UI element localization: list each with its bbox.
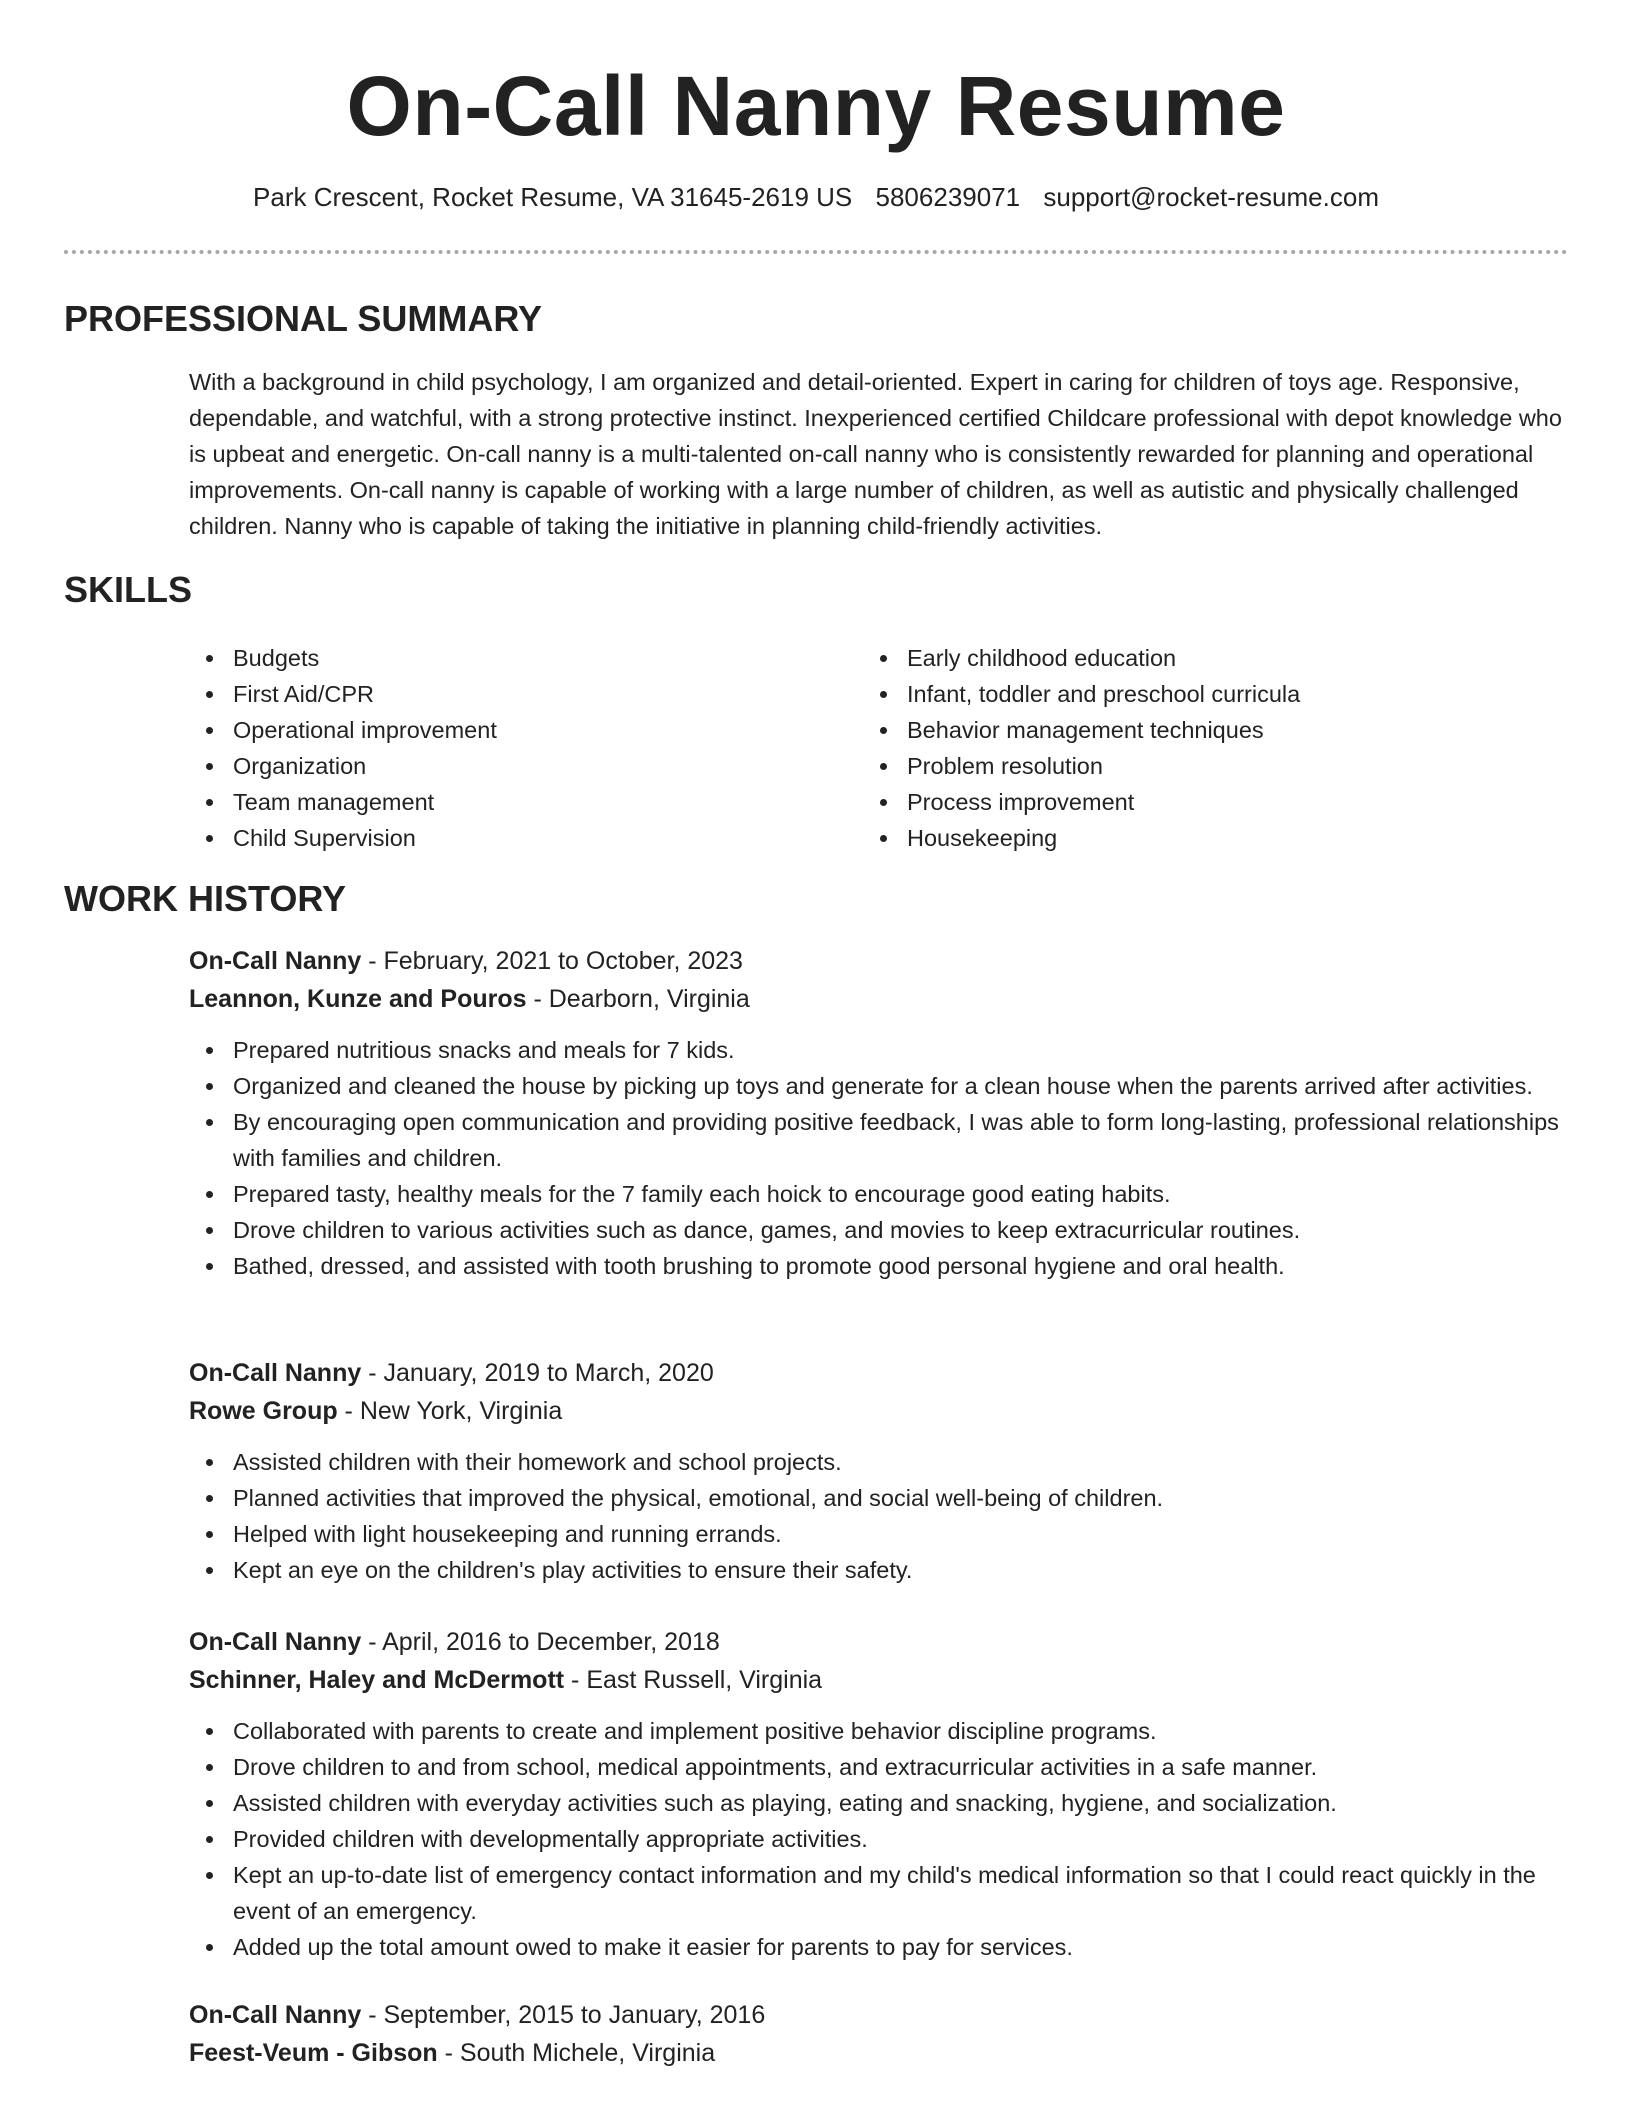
skill-item: First Aid/CPR — [189, 676, 849, 712]
skills-right-column — [863, 640, 1523, 856]
job-duty-item: Provided children with developmentally appropriate activities. — [189, 1821, 1569, 1857]
work-history-heading: WORK HISTORY — [64, 878, 347, 919]
job-entry — [189, 1996, 1569, 2072]
job-duty-item: Kept an eye on the children's play activities to ensure their safety. — [189, 1552, 1569, 1588]
job-dates: - April, 2016 to December, 2018 — [361, 1628, 720, 1656]
job-title-line — [189, 1996, 1569, 2034]
job-entry — [189, 1623, 1569, 1965]
job-title: On-Call Nanny — [189, 1359, 362, 1387]
skill-item: Organization — [189, 748, 849, 784]
skill-item: Team management — [189, 784, 849, 820]
job-title-line — [189, 1623, 1569, 1661]
job-location: - East Russell, Virginia — [564, 1666, 823, 1694]
job-dates: - September, 2015 to January, 2016 — [361, 2001, 766, 2029]
job-duty-item: Assisted children with everyday activities such as playing, eating and snacking, hygiene, and socialization. — [189, 1785, 1569, 1821]
job-duty-item: Bathed, dressed, and assisted with tooth brushing to promote good personal hygiene and oral health. — [189, 1248, 1569, 1284]
job-dates: - February, 2021 to October, 2023 — [361, 947, 743, 975]
summary-heading: PROFESSIONAL SUMMARY — [64, 298, 543, 339]
job-duty-item: Assisted children with their homework and school projects. — [189, 1444, 1569, 1480]
job-location: - New York, Virginia — [337, 1397, 563, 1425]
job-duty-item: By encouraging open communication and providing positive feedback, I was able to form long-lasting, professional relationships with families and children. — [189, 1104, 1569, 1176]
job-title-line — [189, 942, 1569, 980]
job-duties — [189, 1032, 1569, 1284]
skill-item: Behavior management techniques — [863, 712, 1523, 748]
contact-line — [0, 180, 1632, 214]
job-duty-item: Prepared nutritious snacks and meals for 7 kids. — [189, 1032, 1569, 1068]
job-duty-item: Drove children to and from school, medical appointments, and extracurricular activities in a safe manner. — [189, 1749, 1569, 1785]
job-duty-item: Prepared tasty, healthy meals for the 7 family each hoick to encourage good eating habits. — [189, 1176, 1569, 1212]
job-duty-item: Collaborated with parents to create and implement positive behavior discipline programs. — [189, 1713, 1569, 1749]
job-company: Rowe Group — [189, 1397, 338, 1425]
skill-item: Problem resolution — [863, 748, 1523, 784]
job-company: Schinner, Haley and McDermott — [189, 1666, 565, 1694]
contact-phone: 5806239071 — [875, 182, 1021, 212]
resume-title: On-Call Nanny Resume — [346, 59, 1286, 153]
job-company: Feest-Veum - Gibson — [189, 2039, 438, 2067]
job-company-line — [189, 980, 1569, 1018]
job-duty-item: Drove children to various activities such as dance, games, and movies to keep extracurricular routines. — [189, 1212, 1569, 1248]
skills-left-column — [189, 640, 849, 856]
skill-item: Housekeeping — [863, 820, 1523, 856]
job-duty-item: Planned activities that improved the physical, emotional, and social well-being of children. — [189, 1480, 1569, 1516]
job-company-line — [189, 2034, 1569, 2072]
job-entry — [189, 1354, 1569, 1588]
job-title: On-Call Nanny — [189, 947, 362, 975]
skill-item: Process improvement — [863, 784, 1523, 820]
job-duties — [189, 1713, 1569, 1965]
job-location: - South Michele, Virginia — [437, 2039, 716, 2067]
job-title: On-Call Nanny — [189, 2001, 362, 2029]
job-company-line — [189, 1392, 1569, 1430]
skill-item: Budgets — [189, 640, 849, 676]
skills-heading: SKILLS — [64, 569, 193, 610]
skill-item: Child Supervision — [189, 820, 849, 856]
skill-item: Early childhood education — [863, 640, 1523, 676]
contact-address: Park Crescent, Rocket Resume, VA 31645-2619 US — [253, 182, 853, 212]
job-dates: - January, 2019 to March, 2020 — [361, 1359, 714, 1387]
skill-item: Infant, toddler and preschool curricula — [863, 676, 1523, 712]
job-duties — [189, 1444, 1569, 1588]
job-location: - Dearborn, Virginia — [526, 985, 750, 1013]
job-duty-item: Helped with light housekeeping and running errands. — [189, 1516, 1569, 1552]
job-duty-item: Added up the total amount owed to make it easier for parents to pay for services. — [189, 1929, 1569, 1965]
job-duty-item: Kept an up-to-date list of emergency contact information and my child's medical information so that I could react quickly in the event of an emergency. — [189, 1857, 1569, 1929]
summary-text: With a background in child psychology, I am organized and detail-oriented. Expert in caring for children of toys age. Responsive, dependable, and watchful, with a strong protective instinct. Inexperienced certified Childcare professional with depot knowledge who is upbeat and energetic. On-call nanny is a multi-talented on-call nanny who is consistently rewarded for planning and operational improvements. On-call nanny is capable of working with a large number of children, as well as autistic and physically challenged children. Nanny who is capable of taking the initiative in planning child-friendly activities. — [189, 369, 1562, 539]
contact-email: support@rocket-resume.com — [1043, 182, 1379, 212]
job-company-line — [189, 1661, 1569, 1699]
job-company: Leannon, Kunze and Pouros — [189, 985, 527, 1013]
job-title-line — [189, 1354, 1569, 1392]
job-entry — [189, 942, 1569, 1284]
skill-item: Operational improvement — [189, 712, 849, 748]
job-title: On-Call Nanny — [189, 1628, 362, 1656]
header-divider — [64, 250, 1568, 254]
job-duty-item: Organized and cleaned the house by picking up toys and generate for a clean house when the parents arrived after activities. — [189, 1068, 1569, 1104]
